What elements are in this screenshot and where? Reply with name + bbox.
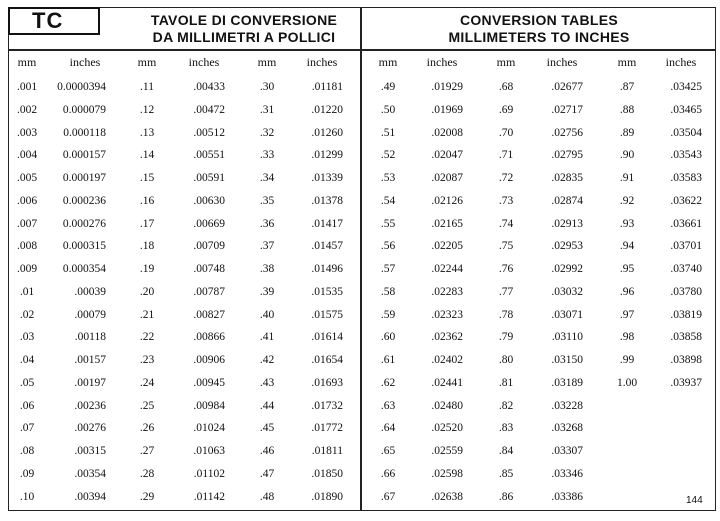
mm-value: .08 bbox=[19, 445, 35, 457]
mm-value: .91 bbox=[619, 172, 635, 184]
inch-value: .03228 bbox=[551, 400, 583, 412]
inch-value: .00748 bbox=[193, 263, 225, 275]
inch-value: .02165 bbox=[431, 218, 463, 230]
inch-value: .01890 bbox=[311, 491, 343, 503]
inch-value: 0.000315 bbox=[62, 240, 106, 252]
mm-value: 1.00 bbox=[616, 377, 638, 389]
page-number: 144 bbox=[686, 495, 703, 506]
mm-value: .44 bbox=[259, 400, 275, 412]
inch-value: .02008 bbox=[431, 127, 463, 139]
mm-value: .70 bbox=[498, 127, 514, 139]
column-header-inches: inches bbox=[306, 55, 338, 69]
inch-value: .02638 bbox=[431, 491, 463, 503]
inch-value: .02362 bbox=[431, 331, 463, 343]
inch-value: .00630 bbox=[193, 195, 225, 207]
english-title bbox=[362, 12, 716, 46]
mm-value: .40 bbox=[259, 309, 275, 321]
mm-value: .77 bbox=[498, 286, 514, 298]
column-header-mm: mm bbox=[617, 55, 637, 69]
mm-value: .61 bbox=[380, 354, 396, 366]
inch-value: .00118 bbox=[74, 331, 106, 343]
mm-value: .51 bbox=[380, 127, 396, 139]
inch-value: .00315 bbox=[74, 445, 106, 457]
inch-value: .00433 bbox=[193, 81, 225, 93]
mm-value: .11 bbox=[140, 81, 154, 93]
right-header-rule bbox=[362, 49, 716, 51]
mm-value: .98 bbox=[619, 331, 635, 343]
inch-value: .01102 bbox=[193, 468, 225, 480]
inch-value: .02244 bbox=[431, 263, 463, 275]
inch-value: .00787 bbox=[193, 286, 225, 298]
inch-value: .02953 bbox=[551, 240, 583, 252]
mm-value: .32 bbox=[259, 127, 275, 139]
mm-value: .88 bbox=[619, 104, 635, 116]
mm-value: .41 bbox=[259, 331, 275, 343]
mm-value: .75 bbox=[498, 240, 514, 252]
inch-value: .02520 bbox=[431, 422, 463, 434]
tc-badge: TC bbox=[8, 7, 100, 35]
inch-value: .01969 bbox=[431, 104, 463, 116]
inch-value: .02756 bbox=[551, 127, 583, 139]
inch-value: .01850 bbox=[311, 468, 343, 480]
mm-value: .19 bbox=[139, 263, 155, 275]
inch-value: .01220 bbox=[311, 104, 343, 116]
mm-value: .49 bbox=[380, 81, 396, 93]
mm-value: .04 bbox=[19, 354, 35, 366]
mm-value: .66 bbox=[380, 468, 396, 480]
column-header-mm: mm bbox=[496, 55, 516, 69]
inch-value: .03268 bbox=[551, 422, 583, 434]
mm-value: .004 bbox=[16, 149, 38, 161]
inch-value: .02047 bbox=[431, 149, 463, 161]
inch-value: .02402 bbox=[431, 354, 463, 366]
inch-value: .03386 bbox=[551, 491, 583, 503]
mm-value: .58 bbox=[380, 286, 396, 298]
inch-value: .03740 bbox=[670, 263, 702, 275]
mm-value: .59 bbox=[380, 309, 396, 321]
mm-value: .25 bbox=[139, 400, 155, 412]
inch-value: .03150 bbox=[551, 354, 583, 366]
mm-value: .22 bbox=[139, 331, 155, 343]
inch-value: .01339 bbox=[311, 172, 343, 184]
mm-value: .37 bbox=[259, 240, 275, 252]
mm-value: .60 bbox=[380, 331, 396, 343]
inch-value: .02441 bbox=[431, 377, 463, 389]
mm-value: .99 bbox=[619, 354, 635, 366]
inch-value: .02992 bbox=[551, 263, 583, 275]
inch-value: .03189 bbox=[551, 377, 583, 389]
inch-value: .02087 bbox=[431, 172, 463, 184]
inch-value: .01378 bbox=[311, 195, 343, 207]
mm-value: .35 bbox=[259, 195, 275, 207]
inch-value: .00157 bbox=[74, 354, 106, 366]
inch-value: .02283 bbox=[431, 286, 463, 298]
inch-value: .01929 bbox=[431, 81, 463, 93]
inch-value: 0.0000394 bbox=[57, 81, 106, 93]
inch-value: .02323 bbox=[431, 309, 463, 321]
column-header-inches: inches bbox=[426, 55, 458, 69]
mm-value: .56 bbox=[380, 240, 396, 252]
mm-value: .13 bbox=[139, 127, 155, 139]
mm-value: .17 bbox=[139, 218, 155, 230]
mm-value: .72 bbox=[498, 172, 514, 184]
mm-value: .23 bbox=[139, 354, 155, 366]
mm-value: .62 bbox=[380, 377, 396, 389]
mm-value: .001 bbox=[16, 81, 38, 93]
mm-value: .52 bbox=[380, 149, 396, 161]
mm-value: .12 bbox=[139, 104, 155, 116]
english-title-line-2: MILLIMETERS TO INCHES bbox=[448, 29, 630, 45]
inch-value: .01260 bbox=[311, 127, 343, 139]
mm-value: .83 bbox=[498, 422, 514, 434]
mm-value: .48 bbox=[259, 491, 275, 503]
inch-value: 0.000157 bbox=[62, 149, 106, 161]
left-header-rule bbox=[8, 49, 360, 51]
mm-value: .93 bbox=[619, 218, 635, 230]
inch-value: 0.000236 bbox=[62, 195, 106, 207]
mm-value: .89 bbox=[619, 127, 635, 139]
inch-value: .01142 bbox=[193, 491, 225, 503]
inch-value: 0.000354 bbox=[62, 263, 106, 275]
column-header-mm: mm bbox=[17, 55, 37, 69]
mm-value: .74 bbox=[498, 218, 514, 230]
inch-value: .01772 bbox=[311, 422, 343, 434]
inch-value: .00591 bbox=[193, 172, 225, 184]
mm-value: .63 bbox=[380, 400, 396, 412]
mm-value: .01 bbox=[19, 286, 35, 298]
inch-value: .03032 bbox=[551, 286, 583, 298]
inch-value: .02559 bbox=[431, 445, 463, 457]
mm-value: .33 bbox=[259, 149, 275, 161]
mm-value: .78 bbox=[498, 309, 514, 321]
inch-value: .01457 bbox=[311, 240, 343, 252]
inch-value: .01535 bbox=[311, 286, 343, 298]
inch-value: .01575 bbox=[311, 309, 343, 321]
mm-value: .94 bbox=[619, 240, 635, 252]
mm-value: .45 bbox=[259, 422, 275, 434]
inch-value: 0.000118 bbox=[63, 127, 106, 139]
inch-value: .03465 bbox=[670, 104, 702, 116]
inch-value: .00512 bbox=[193, 127, 225, 139]
mm-value: .005 bbox=[16, 172, 38, 184]
inch-value: .03898 bbox=[670, 354, 702, 366]
mm-value: .003 bbox=[16, 127, 38, 139]
inch-value: .00551 bbox=[193, 149, 225, 161]
mm-value: .38 bbox=[259, 263, 275, 275]
mm-value: .43 bbox=[259, 377, 275, 389]
inch-value: .00197 bbox=[74, 377, 106, 389]
inch-value: .00984 bbox=[193, 400, 225, 412]
inch-value: .03307 bbox=[551, 445, 583, 457]
mm-value: .36 bbox=[259, 218, 275, 230]
mm-value: .06 bbox=[19, 400, 35, 412]
inch-value: .00354 bbox=[74, 468, 106, 480]
inch-value: .02480 bbox=[431, 400, 463, 412]
mm-value: .20 bbox=[139, 286, 155, 298]
right-panel-frame bbox=[361, 7, 716, 511]
inch-value: .01181 bbox=[311, 81, 343, 93]
inch-value: .01063 bbox=[193, 445, 225, 457]
mm-value: .76 bbox=[498, 263, 514, 275]
mm-value: .24 bbox=[139, 377, 155, 389]
mm-value: .79 bbox=[498, 331, 514, 343]
mm-value: .008 bbox=[16, 240, 38, 252]
inch-value: .03622 bbox=[670, 195, 702, 207]
mm-value: .57 bbox=[380, 263, 396, 275]
mm-value: .82 bbox=[498, 400, 514, 412]
mm-value: .07 bbox=[19, 422, 35, 434]
inch-value: .00472 bbox=[193, 104, 225, 116]
inch-value: .03425 bbox=[670, 81, 702, 93]
inch-value: .00394 bbox=[74, 491, 106, 503]
italian-title-line-2: DA MILLIMETRI A POLLICI bbox=[152, 29, 336, 45]
mm-value: .86 bbox=[498, 491, 514, 503]
mm-value: .90 bbox=[619, 149, 635, 161]
mm-value: .02 bbox=[19, 309, 35, 321]
mm-value: .53 bbox=[380, 172, 396, 184]
inch-value: 0.000276 bbox=[62, 218, 106, 230]
inch-value: .02598 bbox=[431, 468, 463, 480]
mm-value: .006 bbox=[16, 195, 38, 207]
inch-value: .01614 bbox=[311, 331, 343, 343]
mm-value: .14 bbox=[139, 149, 155, 161]
mm-value: .69 bbox=[498, 104, 514, 116]
inch-value: 0.000079 bbox=[62, 104, 106, 116]
mm-value: .42 bbox=[259, 354, 275, 366]
column-header-mm: mm bbox=[257, 55, 277, 69]
column-header-inches: inches bbox=[665, 55, 697, 69]
inch-value: .03543 bbox=[670, 149, 702, 161]
mm-value: .27 bbox=[139, 445, 155, 457]
mm-value: .21 bbox=[139, 309, 155, 321]
center-divider bbox=[360, 7, 362, 511]
mm-value: .09 bbox=[19, 468, 35, 480]
mm-value: .50 bbox=[380, 104, 396, 116]
inch-value: .01693 bbox=[311, 377, 343, 389]
inch-value: .01732 bbox=[311, 400, 343, 412]
inch-value: .03504 bbox=[670, 127, 702, 139]
mm-value: .97 bbox=[619, 309, 635, 321]
inch-value: .00669 bbox=[193, 218, 225, 230]
inch-value: .00236 bbox=[74, 400, 106, 412]
mm-value: .65 bbox=[380, 445, 396, 457]
inch-value: .02677 bbox=[551, 81, 583, 93]
mm-value: .84 bbox=[498, 445, 514, 457]
mm-value: .29 bbox=[139, 491, 155, 503]
inch-value: 0.000197 bbox=[62, 172, 106, 184]
inch-value: .02717 bbox=[551, 104, 583, 116]
inch-value: .00709 bbox=[193, 240, 225, 252]
mm-value: .95 bbox=[619, 263, 635, 275]
column-header-inches: inches bbox=[188, 55, 220, 69]
inch-value: .01417 bbox=[311, 218, 343, 230]
mm-value: .39 bbox=[259, 286, 275, 298]
mm-value: .46 bbox=[259, 445, 275, 457]
mm-value: .47 bbox=[259, 468, 275, 480]
inch-value: .00906 bbox=[193, 354, 225, 366]
inch-value: .03661 bbox=[670, 218, 702, 230]
mm-value: .54 bbox=[380, 195, 396, 207]
mm-value: .007 bbox=[16, 218, 38, 230]
inch-value: .03937 bbox=[670, 377, 702, 389]
mm-value: .81 bbox=[498, 377, 514, 389]
column-header-mm: mm bbox=[137, 55, 157, 69]
mm-value: .67 bbox=[380, 491, 396, 503]
inch-value: .03780 bbox=[670, 286, 702, 298]
mm-value: .31 bbox=[259, 104, 275, 116]
inch-value: .00827 bbox=[193, 309, 225, 321]
mm-value: .87 bbox=[619, 81, 635, 93]
mm-value: .28 bbox=[139, 468, 155, 480]
mm-value: .10 bbox=[19, 491, 35, 503]
column-header-inches: inches bbox=[546, 55, 578, 69]
inch-value: .02835 bbox=[551, 172, 583, 184]
inch-value: .03819 bbox=[670, 309, 702, 321]
mm-value: .68 bbox=[498, 81, 514, 93]
inch-value: .01024 bbox=[193, 422, 225, 434]
inch-value: .01811 bbox=[311, 445, 343, 457]
mm-value: .80 bbox=[498, 354, 514, 366]
mm-value: .26 bbox=[139, 422, 155, 434]
inch-value: .02205 bbox=[431, 240, 463, 252]
mm-value: .03 bbox=[19, 331, 35, 343]
mm-value: .73 bbox=[498, 195, 514, 207]
inch-value: .03583 bbox=[670, 172, 702, 184]
inch-value: .00945 bbox=[193, 377, 225, 389]
italian-title bbox=[128, 12, 360, 46]
inch-value: .03071 bbox=[551, 309, 583, 321]
mm-value: .16 bbox=[139, 195, 155, 207]
mm-value: .002 bbox=[16, 104, 38, 116]
column-header-mm: mm bbox=[378, 55, 398, 69]
inch-value: .01299 bbox=[311, 149, 343, 161]
mm-value: .05 bbox=[19, 377, 35, 389]
mm-value: .18 bbox=[139, 240, 155, 252]
mm-value: .85 bbox=[498, 468, 514, 480]
inch-value: .02913 bbox=[551, 218, 583, 230]
inch-value: .00866 bbox=[193, 331, 225, 343]
mm-value: .15 bbox=[139, 172, 155, 184]
mm-value: .34 bbox=[259, 172, 275, 184]
mm-value: .96 bbox=[619, 286, 635, 298]
mm-value: .55 bbox=[380, 218, 396, 230]
mm-value: .64 bbox=[380, 422, 396, 434]
inch-value: .03701 bbox=[670, 240, 702, 252]
mm-value: .009 bbox=[16, 263, 38, 275]
inch-value: .00276 bbox=[74, 422, 106, 434]
inch-value: .00079 bbox=[74, 309, 106, 321]
mm-value: .71 bbox=[498, 149, 514, 161]
italian-title-line-1: TAVOLE DI CONVERSIONE bbox=[150, 12, 338, 28]
mm-value: .30 bbox=[259, 81, 275, 93]
mm-value: .92 bbox=[619, 195, 635, 207]
inch-value: .03346 bbox=[551, 468, 583, 480]
inch-value: .02795 bbox=[551, 149, 583, 161]
inch-value: .01654 bbox=[311, 354, 343, 366]
column-header-inches: inches bbox=[69, 55, 101, 69]
inch-value: .01496 bbox=[311, 263, 343, 275]
inch-value: .03858 bbox=[670, 331, 702, 343]
english-title-line-1: CONVERSION TABLES bbox=[459, 12, 619, 28]
inch-value: .03110 bbox=[551, 331, 583, 343]
inch-value: .00039 bbox=[74, 286, 106, 298]
inch-value: .02126 bbox=[431, 195, 463, 207]
inch-value: .02874 bbox=[551, 195, 583, 207]
